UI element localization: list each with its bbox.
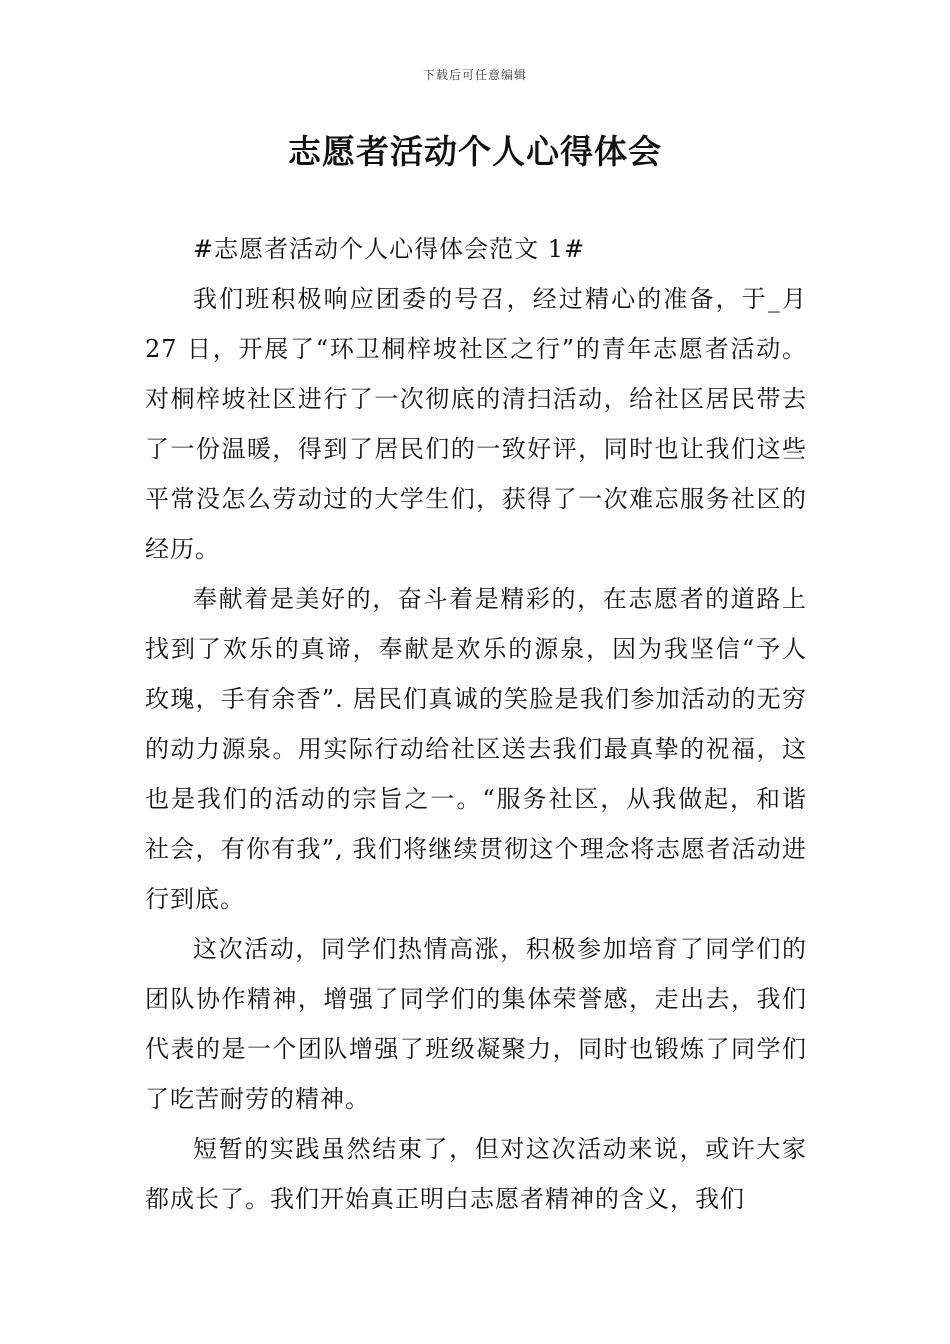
paragraph-4: 短暂的实践虽然结束了，但对这次活动来说，或许大家都成长了。我们开始真正明白志愿者精神的含义，我们 bbox=[145, 1135, 807, 1213]
document-body bbox=[145, 224, 807, 1224]
paragraph-3: 这次活动，同学们热情高涨，积极参加培育了同学们的团队协作精神，增强了同学们的集体荣誉感，走出去，我们代表的是一个团队增强了班级凝聚力，同时也锻炼了同学们了吃苦耐劳的精神。 bbox=[145, 935, 807, 1113]
section-heading: #志愿者活动个人心得体会范文 1# bbox=[193, 235, 586, 263]
header-note: 下载后可任意编辑 bbox=[422, 68, 527, 82]
paragraph-2: 奉献着是美好的，奋斗着是精彩的，在志愿者的道路上找到了欢乐的真谛，奉献是欢乐的源泉，因为我坚信“予人玫瑰，手有余香”. 居民们真诚的笑脸是我们参加活动的无穷的动力源泉。用实际行动给社区送去我们最真挚的祝福，这也是我们的活动的宗旨之一。“服务社区，从我做起，和谐社会，有你有我”, 我们将继续贯彻这个理念将志愿者活动进行到底。 bbox=[145, 585, 807, 913]
paragraph-1: 我们班积极响应团委的号召，经过精心的准备，于_月 27 日，开展了“环卫桐梓坡社区之行”的青年志愿者活动。对桐梓坡社区进行了一次彻底的清扫活动，给社区居民带去了一份温暖，得到了居民们的一致好评，同时也让我们这些平常没怎么劳动过的大学生们，获得了一次难忘服务社区的经历。 bbox=[145, 285, 807, 563]
document-title: 志愿者活动个人心得体会 bbox=[288, 132, 662, 171]
